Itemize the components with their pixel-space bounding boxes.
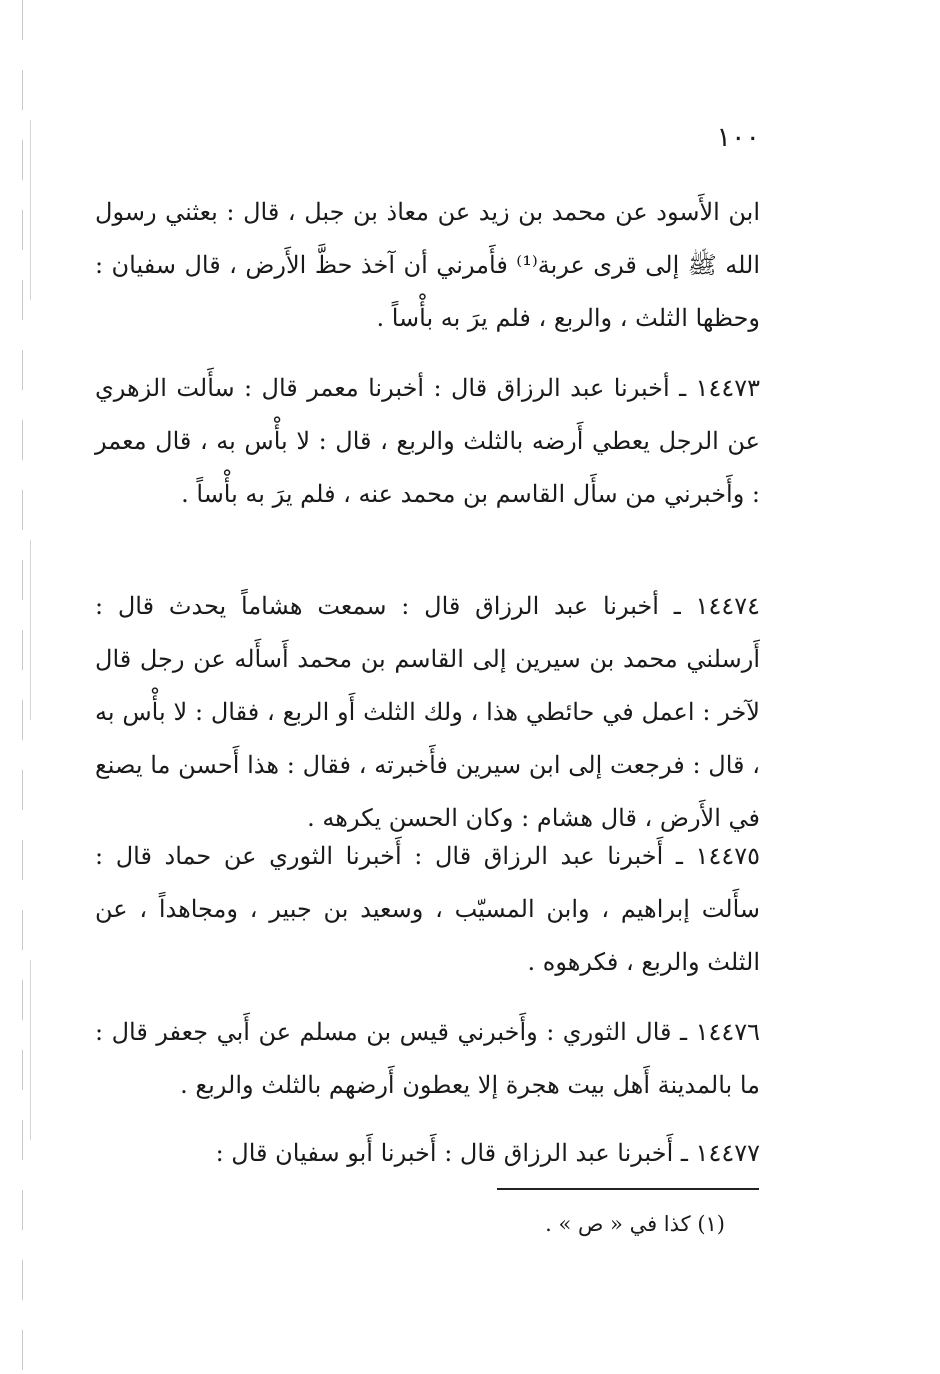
page-number: ١٠٠ bbox=[716, 122, 760, 153]
paragraph-14476: ١٤٤٧٦ ـ قال الثوري : وأَخبرني قيس بن مسلم عن أَبي جعفر قال : ما بالمدينة أَهل بيت هجرة إلا يعطون أَرضهم بالثلث والربع . bbox=[95, 1018, 761, 1099]
scan-edge-line bbox=[22, 0, 23, 1374]
footnote-separator bbox=[497, 1188, 759, 1190]
scan-edge-line-secondary bbox=[30, 0, 31, 1374]
paragraph-continuation: ابن الأَسود عن محمد بن زيد عن معاذ بن جبل ، قال : بعثني رسول الله ﷺ إلى قرى عربة⁽¹⁾ فأَمرني أن آخذ حظَّ الأَرض ، قال سفيان : وحظها الثلث ، والربع ، فلم يرَ به بأْساً . bbox=[95, 198, 761, 332]
paragraph-14473: ١٤٤٧٣ ـ أخبرنا عبد الرزاق قال : أخبرنا معمر قال : سأَلت الزهري عن الرجل يعطي أَرضه بالثلث والربع ، قال : لا بأْس به ، قال معمر : وأَخبرني من سأَل القاسم بن محمد عنه ، فلم يرَ به بأْساً . bbox=[95, 374, 760, 508]
paragraph-14477: ١٤٤٧٧ ـ أَخبرنا عبد الرزاق قال : أَخبرنا أَبو سفيان قال : bbox=[215, 1139, 760, 1167]
paragraph-14474: ١٤٤٧٤ ـ أخبرنا عبد الرزاق قال : سمعت هشاماً يحدث قال : أَرسلني محمد بن سيرين إلى القاسم بن محمد أَسأَله عن رجل قال لآخر : اعمل في حائطي هذا ، ولك الثلث أَو الربع ، فقال : لا بأْس به ، قال : فرجعت إلى ابن سيرين فأَخبرته ، فقال : هذا أَحسن ما يصنع في الأَرض ، قال هشام : وكان الحسن يكرهه . bbox=[95, 592, 760, 832]
paragraph-14475: ١٤٤٧٥ ـ أَخبرنا عبد الرزاق قال : أَخبرنا الثوري عن حماد قال : سأَلت إبراهيم ، وابن المسيّب ، وسعيد بن جبير ، ومجاهداً ، عن الثلث والربع ، فكرهوه . bbox=[95, 842, 760, 976]
footnote: (١) كذا في « ص » . bbox=[545, 1212, 725, 1236]
